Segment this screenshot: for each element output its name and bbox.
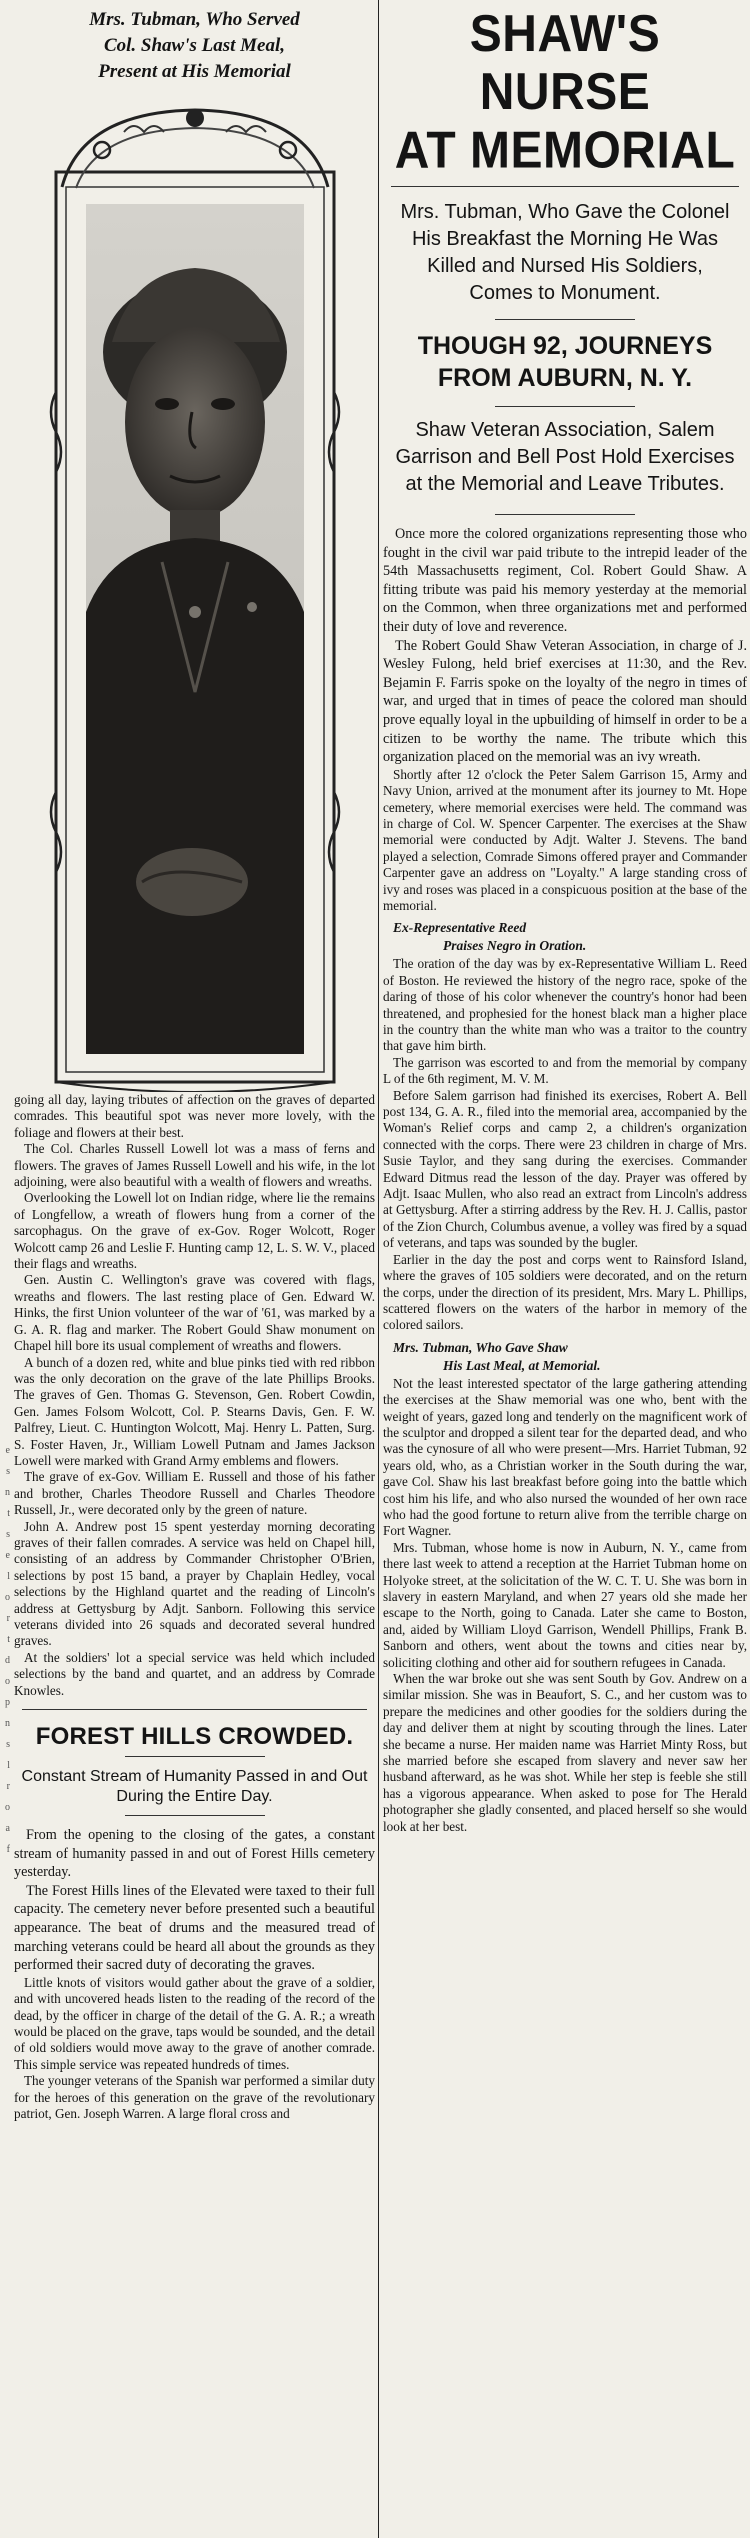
paragraph: The Robert Gould Shaw Veteran Association, in charge of J. Wesley Fulong, held brief exercises at 11:30, and the Rev. Bejamin F. Farris spoke on the loyalty of the negro in times of war, and urged that in times of peace the colored man should prove equally loyal in the upbuilding of himself in order to be a citizen to be worthy the name. The tribute which this organization placed on the memorial was an ivy wreath.: [383, 637, 747, 766]
edge-letter: o: [5, 1802, 10, 1813]
edge-letter: n: [5, 1718, 10, 1729]
edge-letter: l: [7, 1571, 10, 1582]
edge-letter: n: [5, 1487, 10, 1498]
headline-deck-2: THOUGH 92, JOURNEYS FROM AUBURN, N. Y.: [417, 332, 713, 392]
edge-letter: e: [5, 1550, 10, 1561]
adjacent-column-fragments: [0, 0, 12, 2538]
paragraph: The Forest Hills lines of the Elevated were taxed to their full capacity. The cemetery never before presented such a beautiful appearance. The beat of drums and the measured tread of marching veterans could be heard all about the grounds as they performed their sacred duty of decorating the graves.: [14, 1882, 375, 1974]
subhead: His Last Meal, at Memorial.: [443, 1357, 601, 1373]
forest-hills-article: [14, 1826, 375, 2122]
headline-deck-1: Mrs. Tubman, Who Gave the Colonel His Breakfast the Morning He Was Killed and Nursed His Soldiers, Comes to Monument.: [400, 201, 730, 304]
column-rule: [378, 0, 379, 2538]
portrait-photo: [42, 92, 348, 1092]
headline-deck-3: Shaw Veteran Association, Salem Garrison and Bell Post Hold Exercises at the Memorial and Leave Tributes.: [395, 419, 735, 495]
paragraph: Mrs. Tubman, whose home is now in Auburn, N. Y., came from there last week to attend a reception at the Harriet Tubman home on Holyoke street, at the solicitation of the W. C. T. U. She was born in slavery in eastern Maryland, and when 27 years old she made her escape to the North, going to Canada. Later she came to Boston, and, aided by William Lloyd Garrison, Wendell Phillips, Frank B. Sanborn and others, went about the towns and cities near by, soliciting clothing and other aid for southern refugees in Canada.: [383, 1539, 747, 1670]
paragraph: Little knots of visitors would gather about the grave of a soldier, and with uncovered heads listen to the reading of the record of the dead, by the officer in charge of the detail of the G. A. R.; a wreath would be placed on the grave, taps would be sounded, and the detail of old soldiers would move away to the grave of another comrade. This simple service was repeated hundreds of times.: [14, 1974, 375, 2072]
edge-letter: s: [6, 1739, 10, 1750]
left-column: [14, 6, 375, 2122]
paragraph: The oration of the day was by ex-Representative William L. Reed of Boston. He reviewed the history of the negro race, spoke of the daring of those of his color whenever the country's honor had been threatened, and prophesied for the honest black man a higher place in the country than the white man who was a traitor to the country that gave him birth.: [383, 956, 747, 1054]
edge-letter: l: [7, 1760, 10, 1771]
paragraph: Not the least interested spectator of the large gathering attending the exercises at the Shaw memorial was one who, bent with the weight of years, gazed long and tenderly on the magnificent work of the sculptor and dropped a silent tear for the departed dead, and who was the cynosure of all who were present—Mrs. Harriet Tubman, 92 years old, who, as a Christian worker in the South during the war, gave Col. Shaw his last breakfast before going into the battle which cost him his life, and who also nursed the wounded of her own race who had the good fortune to return alive from the terrible charge on Fort Wagner.: [383, 1375, 747, 1539]
paragraph: When the war broke out she was sent South by Gov. Andrew on a similar mission. She was in Beaufort, S. C., and her custom was to prepare the medicines and other goodies for the soldiers during the day and deliver them at night by scouting through the lines. Later she became a nurse. Her maiden name was Harriet Minty Ross, but she married before she escaped from slavery and never saw her husband afterward, as he was shot. While her step is feeble she still has a vigorous appearance. When asked to pose for The Herald photographer she gladly consented, and placed herself so she would look at her best.: [383, 1671, 747, 1834]
paragraph: The garrison was escorted to and from the memorial by company L of the 6th regiment, M. V. M.: [383, 1054, 747, 1087]
edge-letter: d: [5, 1655, 10, 1666]
paragraph: Gen. Austin C. Wellington's grave was covered with flags, wreaths and flowers. The last resting place of Gen. Edward W. Hinks, the first Union volunteer of the war of '61, was marked by a G. A. R. flag and marker. The Robert Gould Shaw monument on Chapel hill bore its usual complement of wreaths and flowers.: [14, 1272, 375, 1354]
section-headline: FOREST HILLS CROWDED.: [35, 1723, 354, 1751]
paragraph: Once more the colored organizations representing those who fought in the civil war paid tribute to the intrepid leader of the 54th Massachusetts regiment, Col. Robert Gould Shaw. A fitting tribute was paid his memory yesterday at the memorial on the Common, when three organizations met and performed their duty of love and reverence.: [383, 526, 747, 635]
deck-rule: [125, 1815, 265, 1816]
section-divider: [22, 1709, 367, 1710]
paragraph: going all day, laying tributes of affection on the graves of departed comrades. This beautiful spot was never more lovely, with the foliage and flowers at their best.: [14, 1092, 375, 1140]
edge-letter: t: [7, 1634, 10, 1645]
section-deck: Constant Stream of Humanity Passed in and Out During the Entire Day.: [21, 1768, 368, 1806]
main-headline: [383, 6, 747, 181]
edge-letter: a: [5, 1823, 10, 1834]
deck-rule: [495, 514, 635, 515]
paragraph: Shortly after 12 o'clock the Peter Salem Garrison 15, Army and Navy Union, arrived at the monument after its journey to Mt. Hope cemetery, where memorial exercises were held. The command was in charge of Col. W. Spencer Carpenter. The exercises at the Shaw memorial were conducted by Adjt. Walter J. Stevens. The band played a selection, Comrade Simons offered prayer and Commander Carpenter gave an address on "Loyalty." A large standing cross of ivy and roses was placed in a conspicuous position at the base of the memorial.: [383, 766, 747, 913]
caption-line: Present at His Memorial: [98, 61, 291, 82]
edge-letter: r: [6, 1781, 10, 1792]
headline-line: AT MEMORIAL: [394, 122, 736, 180]
deck-rule: [495, 406, 635, 407]
edge-letter: o: [5, 1592, 10, 1603]
headline-divider: [391, 186, 739, 187]
photo-caption: [14, 8, 375, 84]
paragraph: The younger veterans of the Spanish war performed a similar duty for the heroes of this generation on the grave of the revolutionary patriot, Gen. Joseph Warren. A large floral cross and: [14, 2073, 375, 2122]
edge-letter: e: [5, 1445, 10, 1456]
article-continuation-top: [14, 1092, 375, 1699]
paragraph: At the soldiers' lot a special service was held which included selections by the band and quartet, and an address by Comrade Knowles.: [14, 1649, 375, 1698]
edge-letter: t: [7, 1508, 10, 1519]
paragraph: Overlooking the Lowell lot on Indian ridge, where lie the remains of Longfellow, a wreath of flowers hung from a corner of the sarcophagus. On the grave of ex-Gov. Roger Wolcott, Roger Wolcott camp 26 and Leslie F. Hunting camp 12, L. S. W. V., placed their flags and wreaths.: [14, 1190, 375, 1272]
headline-rule: [125, 1756, 265, 1757]
subhead: Mrs. Tubman, Who Gave Shaw: [393, 1339, 568, 1355]
edge-letter: f: [6, 1844, 10, 1855]
paragraph: John A. Andrew post 15 spent yesterday morning decorating graves of their fallen comrades. A service was held on Chapel hill, consisting of an address by Commander Christopher O'Brien, selections by post 15 band, a prayer by Chaplain Hedley, vocal selections by the Highland quartet and the reading of Lincoln's address at Gettysburg by Adjt. Sanborn. Following this service veterans divided into 26 squads and decorated several hundred graves.: [14, 1518, 375, 1649]
headline-line: SHAW'S NURSE: [469, 5, 661, 122]
paragraph: Before Salem garrison had finished its exercises, Robert A. Bell post 134, G. A. R., filed into the memorial area, accompanied by the Woman's Relief corps and camp 2, a children's organization connected with the corps. There were 23 children in charge of Mrs. Susie Taylor, and they sang during the exercises. Commander Edward Ditmus read the lesson of the day. Prayer was offered by Adjt. Isaac Mullen, who also read an extract from Lincoln's address at Gettysburg. After a stirring address by the Rev. H. J. Callis, pastor of the Zion Church, Columbus avenue, a volley was fired by a squad of veterans, and taps was sounded by the bugler.: [383, 1087, 747, 1251]
edge-letter: p: [5, 1697, 10, 1708]
paragraph: Earlier in the day the post and corps went to Rainsford Island, where the graves of 105 soldiers were decorated, and on the return the corps, under the direction of its president, Mrs. Mary L. Phillips, scattered flowers on the waters of the harbor in memory of the colored sailors.: [383, 1251, 747, 1333]
paragraph: A bunch of a dozen red, white and blue pinks tied with red ribbon was the only decoration on the grave of the late Phillips Brooks. The graves of Gen. Thomas G. Stevenson, Gen. Robert Cowdin, Gen. James Folsom Wolcott, Col. P. Stearns Davis, Gen. F. W. Palfrey, Lieut. C. Huntington Wolcott, Maj. Henry L. Patten, Surg. S. Foster Haven, Jr., William Lowell Putnam and James Jackson Lowell were marked with Grand Army emblems and flowers.: [14, 1354, 375, 1468]
subhead: Ex-Representative Reed: [393, 920, 527, 936]
edge-letter: r: [6, 1613, 10, 1624]
paragraph: The grave of ex-Gov. William E. Russell and those of his father and brother, Charles Theodore Russell and Charles Theodore Russell, Jr., were decorated only by the green of nature.: [14, 1469, 375, 1518]
caption-line: Mrs. Tubman, Who Served: [89, 9, 300, 30]
edge-letter: s: [6, 1466, 10, 1477]
shaw-article: [383, 525, 747, 1835]
paragraph: The Col. Charles Russell Lowell lot was a mass of ferns and flowers. The graves of James Russell Lowell and his wife, in the lot adjoining, were also beautiful with a wealth of flowers and wreaths.: [14, 1141, 375, 1190]
right-column: [383, 6, 747, 1835]
edge-letter: s: [6, 1529, 10, 1540]
ornate-frame-portrait: [42, 92, 348, 1092]
edge-letter: o: [5, 1676, 10, 1687]
paragraph: From the opening to the closing of the gates, a constant stream of humanity passed in and out of Forest Hills cemetery yesterday.: [14, 1827, 375, 1881]
deck-rule: [495, 319, 635, 320]
subhead: Praises Negro in Oration.: [443, 938, 587, 954]
caption-line: Col. Shaw's Last Meal,: [103, 35, 286, 56]
